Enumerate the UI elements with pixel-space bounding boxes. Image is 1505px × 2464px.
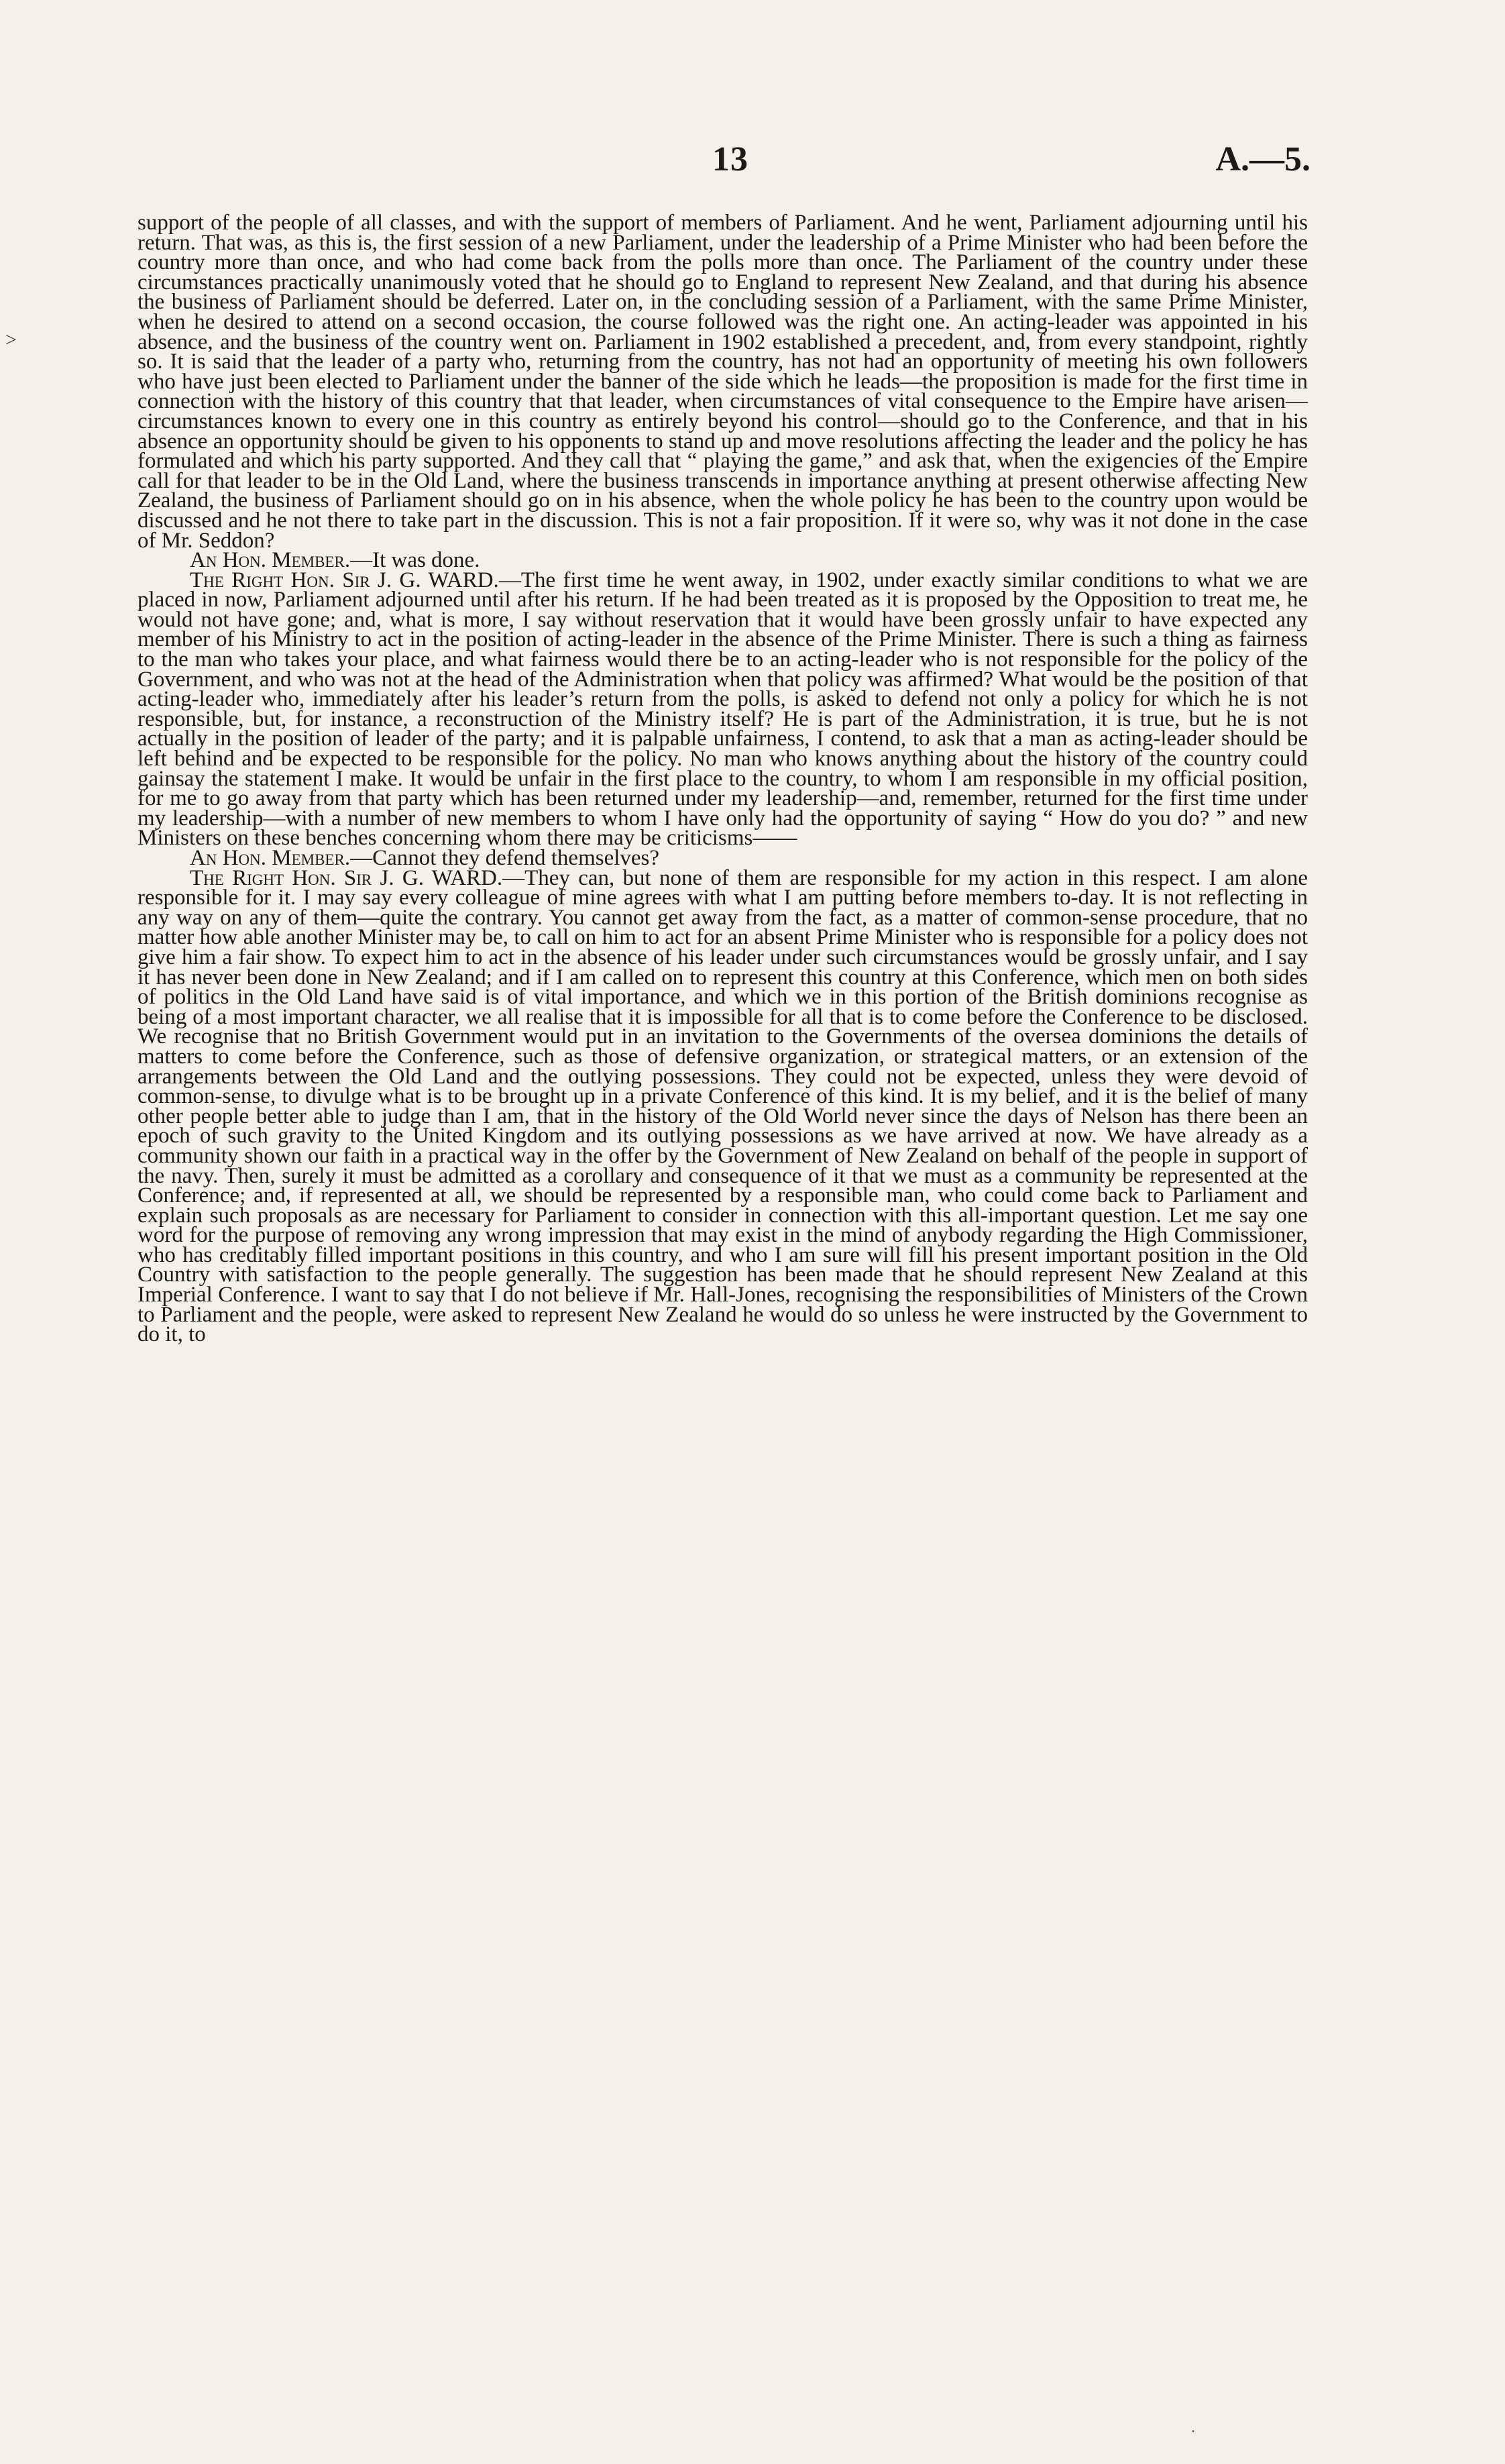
speaker-name: An Hon. Member.: [190, 548, 351, 573]
speaker-name: The Right Hon. Sir J. G. WARD.: [190, 568, 499, 592]
paragraph-continuation: [137, 213, 1308, 551]
paragraph-text: support of the people of all classes, and with the support of members of Parliament. And he went, Parliament adjourning until his return. That was, as this is, the first session of a new Parliament, under the leadership of a Prime Minister who had been before the country more than once, and who had come back from the polls more than once. The Parliament of the country under these circumstances practically unanimously voted that he should go to England to represent New Zealand, and that during his absence the business of Parliament should be deferred. Later on, in the concluding session of a Parliament, with the same Prime Minister, when he desired to attend on a second occasion, the course followed was the right one. An acting-leader was appointed in his absence, and the business of the country went on. Parliament in 1902 established a precedent, and, from every standpoint, rightly so. It is said that the leader of a party who, returning from the country, has not had an opportunity of meeting his own followers who have just been elected to Parliament under the banner of the side which he leads—the proposition is made for the first time in connection with the history of this country that that leader, when circumstances of vital consequence to the Empire have arisen—circumstances known to every one in this country as entirely beyond his control—should go to the Conference, and that in his absence an opportunity should be given to his opponents to stand up and move resolutions affecting the leader and the policy he has formulated and which his party supported. And they call that “ playing the game,” and ask that, when the exigencies of the Empire call for that leader to be in the Old Land, where the business transcends in importance anything at present otherwise affecting New Zealand, the business of Parliament should go on in his absence, when the whole policy he has been to the country upon would be discussed and he not there to take part in the discussion. This is not a fair proposition. If it were so, why was it not done in the case of Mr. Seddon?: [137, 211, 1308, 553]
speech-paragraph: [137, 865, 1308, 1347]
speaker-name: The Right Hon. Sir J. G. WARD.: [190, 865, 503, 890]
page-number: 13: [712, 140, 748, 178]
paragraph-text: —Cannot they defend themselves?: [350, 846, 660, 870]
hansard-body-text: [137, 213, 1308, 1345]
paragraph-text: —They can, but none of them are responsible for my action in this respect. I am alone responsible for it. I may say every colleague of mine agrees with what I am putting before members to-day. It is not reflecting in any way on any of them—quite the contrary. You cannot get away from the fact, as a matter of common-sense procedure, that no matter how able another Minister may be, to call on him to act for an absent Prime Minister who is responsible for a policy does not give him a fair show. To expect him to act in the absence of his leader under such circumstances would be grossly unfair, and I say it has never been done in New Zealand; and if I am called on to represent this country at this Conference, which men on both sides of politics in the Old Land have said is of vital importance, and which we in this portion of the British dominions recognise as being of a most important character, we all realise that it is impossible for all that is to come before the Conference to be disclosed. We recognise that no British Government would put in an invitation to the Governments of the oversea dominions the details of matters to come before the Conference, such as those of defensive organization, or strategical matters, or an extension of the arrangements between the Old Land and the outlying possessions. They could not be expected, unless they were devoid of common-sense, to divulge what is to be brought up in a private Conference of this kind. It is my belief, and it is the belief of many other people better able to judge than I am, that in the history of the Old World never since the days of Nelson has there been an epoch of such gravity to the United Kingdom and its outlying possessions as we have arrived at now. We have already as a community shown our faith in a practical way in the offer by the Government of New Zealand on behalf of the people in support of the navy. Then, surely it must be admitted as a corollary and consequence of it that we must as a community be represented at the Conference; and, if represented at all, we should be represented by a responsible man, who could come back to Parliament and explain such proposals as are necessary for Parliament to consider in connection with this all-important question. Let me say one word for the purpose of removing any wrong impression that may exist in the mind of anybody regarding the High Commissioner, who has creditably filled important positions in this country, and who I am sure will fill his present important position in the Old Country with satisfaction to the people generally. The suggestion has been made that he should represent New Zealand at this Imperial Conference. I want to say that I do not believe if Mr. Hall-Jones, recognising the responsibilities of Ministers of the Crown to Parliament and the people, were asked to represent New Zealand he would do so unless he were instructed by the Government to do it, to: [137, 865, 1308, 1347]
bottom-dot-mark: ·: [1190, 2423, 1196, 2441]
speech-paragraph: [137, 568, 1308, 851]
speaker-name: An Hon. Member.: [190, 846, 351, 870]
margin-mark: ˃: [5, 329, 17, 351]
parliamentary-paper-reference: A.—5.: [1215, 140, 1311, 178]
paragraph-text: —It was done.: [350, 548, 480, 573]
paragraph-text: —The first time he went away, in 1902, under exactly similar conditions to what we are placed in now, Parliament adjourned until after his return. If he had been treated as it is proposed by the Opposition to treat me, he would not have gone; and, what is more, I say without reservation that it would have been grossly unfair to have expected any member of his Ministry to act in the position of acting-leader in the absence of the Prime Minister. There is such a thing as fairness to the man who takes your place, and what fairness would there be to an acting-leader who is not responsible for the policy of the Government, and who was not at the head of the Administration when that policy was affirmed? What would be the position of that acting-leader who, immediately after his leader’s return from the polls, is asked to defend not only a policy for which he is not responsible, but, for instance, a reconstruction of the Ministry itself? He is part of the Administration, it is true, but he is not actually in the position of leader of the party; and it is palpable unfairness, I contend, to ask that a man as acting-leader should be left behind and be expected to be responsible for the policy. No man who knows anything about the history of the country could gainsay the statement I make. It would be unfair in the first place to the country, to whom I am responsible in my official position, for me to go away from that party which has been returned under my leadership—and, remember, returned for the first time under my leadership—with a number of new members to whom I have only had the opportunity of saying “ How do you do? ” and new Ministers on these benches concerning whom there may be criticisms——: [137, 568, 1308, 851]
